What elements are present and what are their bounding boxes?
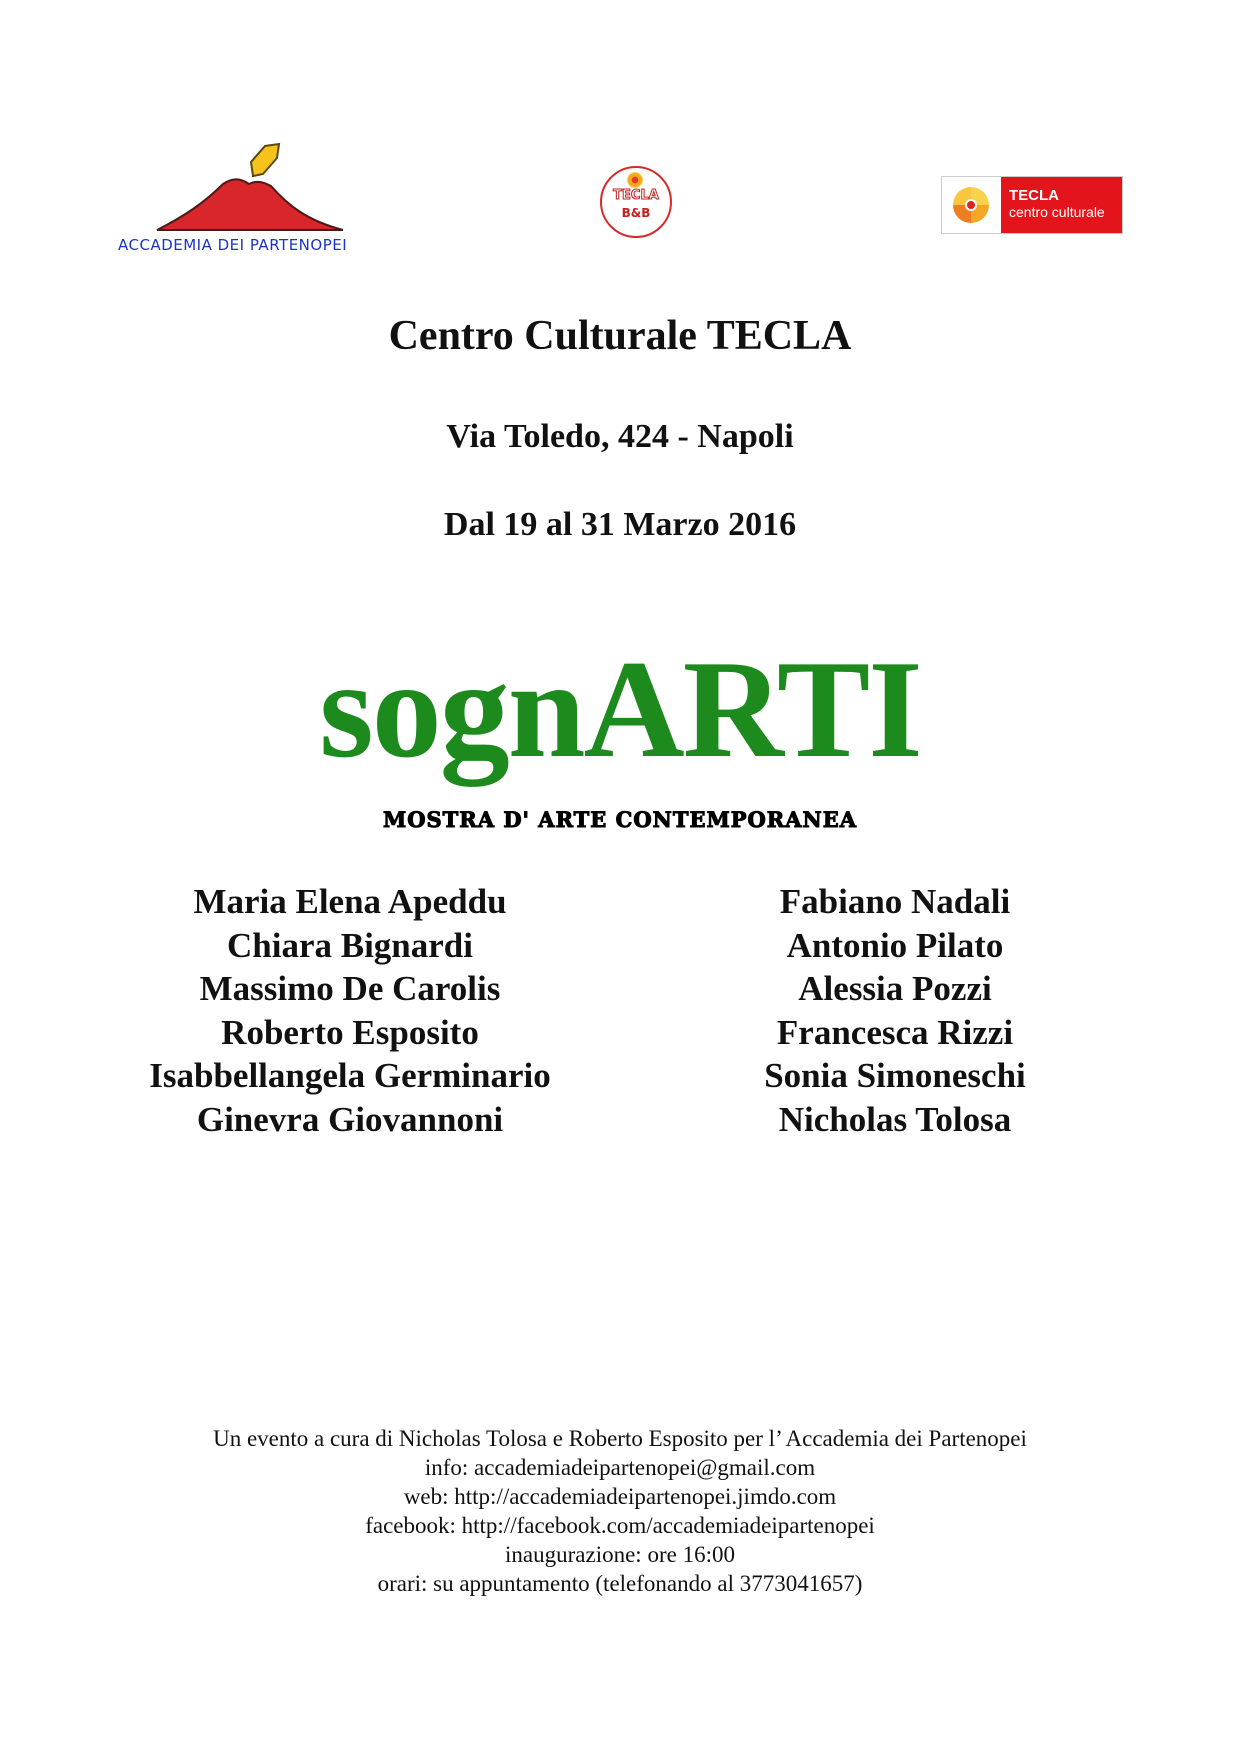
swirl-icon — [627, 172, 643, 188]
accademia-logo — [110, 140, 380, 260]
event-title-upper: ARTI — [583, 632, 921, 787]
artist-name: Massimo De Carolis — [199, 969, 501, 1008]
dates-heading: Dal 19 al 31 Marzo 2016 — [443, 506, 797, 543]
artist-name: Roberto Esposito — [221, 1012, 479, 1052]
opening-line: inaugurazione: ore 16:00 — [505, 1542, 735, 1567]
artists-right-column — [665, 880, 1125, 1141]
tecla-centro-subtitle: centro culturale — [1009, 204, 1105, 220]
artist-name: Ginevra Giovannoni — [196, 1099, 504, 1139]
curators-line: Un evento a cura di Nicholas Tolosa e Roberto Esposito per l’ Accademia dei Partenopei — [213, 1426, 1027, 1451]
email-line: info: accademiadeipartenopei@gmail.com — [424, 1455, 816, 1480]
website-line: web: http://accademiadeipartenopei.jimdo.com — [403, 1484, 837, 1509]
artist-name: Nicholas Tolosa — [778, 1099, 1012, 1139]
address-heading: Via Toledo, 424 - Napoli — [446, 418, 794, 455]
tecla-bb-logo — [600, 166, 672, 238]
venue-heading: Centro Culturale TECLA — [388, 313, 852, 359]
artist-name: Alessia Pozzi — [798, 969, 992, 1008]
footer-info — [0, 1424, 1240, 1598]
volcano-icon — [155, 140, 345, 240]
accademia-caption: ACCADEMIA DEI PARTENOPEI — [118, 236, 348, 254]
artist-name: Chiara Bignardi — [226, 925, 473, 965]
artist-name: Sonia Simoneschi — [764, 1056, 1026, 1095]
tecla-centro-logo — [941, 176, 1123, 234]
tecla-bb-label: B&B — [621, 206, 651, 220]
hours-line: orari: su appuntamento (telefonando al 3773041657) — [377, 1571, 863, 1596]
event-title — [0, 632, 1240, 787]
facebook-line: facebook: http://facebook.com/accademiadeipartenopei — [365, 1513, 875, 1538]
artist-name: Fabiano Nadali — [779, 882, 1011, 921]
event-subtitle: MOSTRA D' ARTE CONTEMPORANEA — [382, 807, 858, 832]
artist-name: Isabbellangela Germinario — [149, 1056, 551, 1095]
tecla-centro-banner — [1001, 177, 1122, 233]
swirl-icon — [942, 177, 1001, 233]
tecla-centro-name: TECLA — [1009, 187, 1059, 204]
artist-name: Francesca Rizzi — [776, 1012, 1014, 1052]
artist-name: Antonio Pilato — [786, 925, 1004, 965]
event-title-lower: sogn — [319, 632, 584, 787]
tecla-bb-name: TECLA — [613, 188, 659, 203]
artist-name: Maria Elena Apeddu — [193, 882, 507, 921]
artists-left-column — [120, 880, 580, 1141]
